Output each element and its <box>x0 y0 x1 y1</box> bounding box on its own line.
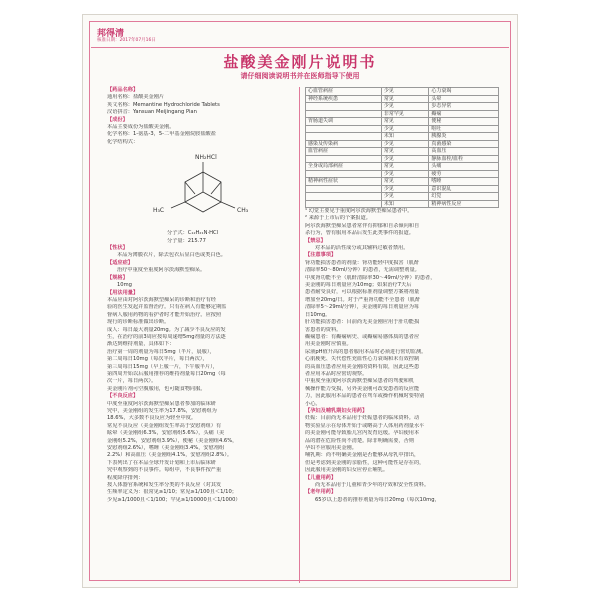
usage-line: 验的医生发起并监督治疗。只有在病人有能够定期监 <box>107 304 227 311</box>
table-cell-system <box>306 155 382 163</box>
table-row <box>306 95 499 103</box>
pregnancy-line: 但是考虑到美金刚的亲脂性，这种可能性是存在的， <box>305 459 425 466</box>
table-cell-event: 真菌感染 <box>429 140 499 148</box>
pregnancy-line: 孕妇不应服用美金刚。 <box>305 445 357 451</box>
pregnancy-line: 妊娠：目前尚无本品用于妊娠患者的临床资料。动 <box>305 415 420 422</box>
structure-label-methyl-right: CH₃ <box>237 207 249 215</box>
section-heading-drug-name: 【药品名称】 <box>107 87 139 93</box>
table-row <box>306 170 499 178</box>
caution-line: 害患者的资料。 <box>305 326 342 333</box>
table-cell-event: 精神病性反应 <box>429 200 499 208</box>
table-cell-freq: 常见 <box>381 148 428 156</box>
caution-line: 患者耐受良好，可以根据标准剂量调整方案将剂量 <box>305 289 420 296</box>
table-cell-system: 神经系统疾患 <box>306 95 382 103</box>
pregnancy-line: 物实验显示在母体开始于或略高于人体用药剂量水平 <box>305 422 425 429</box>
pregnancy-paragraph <box>305 415 499 474</box>
cautions-paragraph <box>305 260 499 408</box>
caution-line: 清除率50～80ml/分钟）的患者，无需调整剂量。 <box>305 267 420 274</box>
table-cell-system: 胃肠道失调 <box>306 118 382 126</box>
table-cell-event: 癫痫 <box>429 110 499 118</box>
section-heading-indications: 【适应症】 <box>107 259 133 266</box>
adverse-line: 究中观察到的不良事件。每组中，不良事件按严重 <box>107 467 222 474</box>
table-row <box>306 155 499 163</box>
table-row <box>306 193 499 201</box>
caution-line: 者应用本品时应密切观察。 <box>305 370 368 377</box>
usage-line: 渐达到维持剂量，具体如下： <box>107 341 175 348</box>
caution-line: 力，因此服用本品的患者在驾车或操作机械时要特别 <box>305 393 425 400</box>
adverse-line: 究中，美金刚组的发生率为17.8%，安慰剂组为 <box>107 408 217 414</box>
instruction-leaflet <box>82 14 518 588</box>
table-cell-system <box>306 125 382 133</box>
name-line: 英文名称：Memantine Hydrochloride Tablets <box>107 101 220 108</box>
table-note-line: 杀行为，曾有服用本品后发生此类事件的报道。 <box>305 230 414 237</box>
column-divider <box>299 87 300 583</box>
adverse-events-table <box>305 87 499 208</box>
adverse-line: 安慰剂组2.6%），嗜睡（美金刚组3.4%，安慰剂组 <box>107 445 225 452</box>
name-line: 通用名称：盐酸美金刚片 <box>107 94 165 101</box>
table-row <box>306 133 499 141</box>
table-cell-event: 便秘 <box>429 118 499 126</box>
table-cell-system <box>306 185 382 193</box>
table-cell-freq: 常见 <box>381 163 428 171</box>
caution-line: 肾功能损害患者的剂量：肾功能轻中度损害（肌酐 <box>305 259 420 266</box>
left-column <box>107 87 295 504</box>
usage-line: 第三周每日15mg（早上服一片，下午服半片）， <box>107 363 218 370</box>
usage-line: 本品应由对阿尔茨海默型痴呆的诊断和治疗有经 <box>107 296 216 303</box>
adverse-line: 金刚组5.2%，安慰剂组3.9%），便秘（美金刚组4.6%， <box>107 437 238 444</box>
document-title: 盐酸美金刚片说明书 <box>223 53 377 71</box>
table-cell-freq: 常见 <box>381 178 428 186</box>
usage-line: 成人：每日最大剂量20mg。为了减少不良反应的发 <box>107 326 226 333</box>
pregnancy-line: 因此服用美金刚的妇女应停止哺乳。 <box>305 467 389 474</box>
table-cell-freq: 少见 <box>381 140 428 148</box>
table-cell-event: 头痛 <box>429 163 499 171</box>
section-heading-pregnancy: 【孕妇及哺乳期妇女用药】 <box>305 407 368 414</box>
table-row <box>306 110 499 118</box>
table-cell-freq: 常见 <box>381 118 428 126</box>
table-cell-event: 意识混乱 <box>429 185 499 193</box>
caution-line: 中度肾功能不全（肌酐清除率30～49ml/分钟）的患者， <box>305 274 436 281</box>
table-cell-system <box>306 200 382 208</box>
brand-logo-text: 邦得清 <box>97 29 125 39</box>
molecular-weight: 分子量：215.77 <box>167 237 206 244</box>
table-cell-freq: 少见 <box>381 103 428 111</box>
table-row <box>306 163 499 171</box>
section-heading-adverse: 【不良反应】 <box>107 393 139 400</box>
table-row <box>306 148 499 156</box>
pregnancy-line: 的美金刚可能导致胎儿宫内发育迟缓。孕妇使用本 <box>305 430 420 437</box>
table-cell-freq: 常见 <box>381 95 428 103</box>
adverse-line: 2.2%）和高血压（美金刚组4.1%，安慰剂组2.8%）。 <box>107 452 233 459</box>
table-row <box>306 88 499 96</box>
caution-line: 用美金刚时应慎重。 <box>305 341 352 348</box>
table-cell-system <box>306 133 382 141</box>
table-cell-freq: 少见 <box>381 125 428 133</box>
usage-line: 美金刚片剂可空腹服用，也可随食物同服。 <box>107 385 206 392</box>
section-heading-properties: 【性状】 <box>107 245 128 252</box>
usage-line: 督病人服用药物的看护者时才能开始治疗。应按照 <box>107 311 222 318</box>
caution-line: 日10mg。 <box>305 311 331 318</box>
table-notes <box>305 208 499 238</box>
table-cell-event: 幻觉 <box>429 193 499 201</box>
table-cell-event: 步态异常 <box>429 103 499 111</box>
ingredients-line: 化学结构式： <box>107 138 139 145</box>
adverse-line: 常见不良反应（美金刚组发生率高于安慰剂组）有 <box>107 422 222 429</box>
adverse-line: 生频率定义为：很常见≥1/10；常见≥1/100且＜1/10； <box>107 489 237 496</box>
spec-text: 10mg <box>117 282 132 289</box>
table-cell-freq: 少见 <box>381 193 428 201</box>
caution-line: 中重度至重度阿尔茨海默型痴呆患者的驾驶和机 <box>305 378 414 385</box>
revision-date: 核准日期：2017年07月16日 <box>97 38 156 43</box>
ingredients-line: 化学名称：1-氨基-3，5-二甲基金刚烷胺盐酸盐 <box>107 131 216 138</box>
usage-line: 第四周开始以后服用推荐的维持剂量每日20mg（每 <box>107 370 226 377</box>
table-cell-freq: 未知 <box>381 133 428 141</box>
usage-line: 现行的诊断标准做出诊断。 <box>107 319 170 326</box>
table-cell-event: 头晕 <box>429 95 499 103</box>
structure-label-methyl-left: H₃C <box>153 207 165 215</box>
table-cell-system: 全身或局部病症 <box>306 163 382 171</box>
section-heading-usage: 【用法用量】 <box>107 289 139 296</box>
ingredients-line: 本品主要成份为盐酸美金刚。 <box>107 124 175 131</box>
children-text: 尚无本品用于儿童和青少年的疗效和安全性资料。 <box>315 482 430 489</box>
caution-line: 心肌梗死、失代偿性充血性心力衰竭和未有效控制 <box>305 356 420 363</box>
pregnancy-line: 品的潜在危险性尚不清楚。除非明确需要，否则 <box>305 437 414 444</box>
adverse-line: 18.6%，大多数不良反应为轻至中度。 <box>107 415 197 422</box>
section-heading-cautions: 【注意事项】 <box>305 252 337 259</box>
adverse-line: 少见≥1/1000且＜1/100；罕见≥1/10000且＜1/1000） <box>107 496 241 503</box>
table-row <box>306 185 499 193</box>
adverse-line: 眩晕（美金刚组6.3%，安慰剂组5.6%），头痛（美 <box>107 430 225 437</box>
section-heading-elderly: 【老年用药】 <box>305 489 337 496</box>
table-cell-event: 呕吐 <box>429 125 499 133</box>
caution-line: 增加至20mg/日。对于严重肾功能不全患者（肌酐 <box>305 296 421 303</box>
table-cell-system <box>306 193 382 201</box>
usage-paragraph <box>107 297 295 393</box>
caution-line: 小心。 <box>305 400 321 407</box>
table-cell-system: 心血管病症 <box>306 88 382 96</box>
indications-text: 治疗中重度至重度阿尔茨海默型痴呆。 <box>117 267 206 274</box>
table-cell-freq: 少见 <box>381 170 428 178</box>
caution-line: 美金刚的每日剂量应为10mg；如果治疗7天后 <box>305 282 412 289</box>
adverse-line: 按人体器官系统和发生率分类的不良反应（对其发 <box>107 482 222 489</box>
properties-text: 本品为薄膜衣片，除去包衣后显白色或类白色。 <box>117 252 226 259</box>
caution-line: 尿液pH值升高的患者服用本品时必须进行密切监测。 <box>305 348 427 355</box>
section-heading-ingredients: 【成份】 <box>107 116 128 123</box>
name-line: 汉语拼音：Yansuan Meijingang Pian <box>107 109 197 116</box>
usage-line: 生，在治疗的前3周应按每周递增5mg剂量的方法逐 <box>107 333 226 340</box>
usage-line: 次一片，每日两次）。 <box>107 378 157 385</box>
caution-line: 械操作能力受损，另外美金刚可改变患者的反应能 <box>305 385 420 392</box>
table-cell-system: 血管病症 <box>306 148 382 156</box>
pregnancy-line: 哺乳期：尚不明确美金刚是否能够从母乳中排出， <box>305 452 420 459</box>
adverse-line: 下表列出了在本品全球开发计划和上市后临床研 <box>107 459 216 466</box>
table-note-line: ² 来源于上市后的个案报道。 <box>305 215 371 222</box>
table-cell-event: 胰腺炎 <box>429 133 499 141</box>
table-row <box>306 103 499 111</box>
table-cell-event: 心力衰竭 <box>429 88 499 96</box>
table-cell-event: 静脉血栓/血栓 <box>429 155 499 163</box>
caution-line: 的高血压患者应用美金刚的资料有限，因此这些患 <box>305 363 420 370</box>
structure-label-amine: NH₂HCl <box>195 154 217 162</box>
adverse-line: 中度至重度阿尔茨海默型痴呆患者参加的临床研 <box>107 400 216 407</box>
document-subtitle: 请仔细阅读说明书并在医师指导下使用 <box>240 72 360 80</box>
molecular-formula: 分子式：C₁₂H₂₁N·HCl <box>167 230 219 237</box>
table-note-line: ¹ 幻觉主要见于重度阿尔茨海默型痴呆患者中。 <box>305 208 413 214</box>
caution-line: 清除率5～29ml/分钟），美金刚的每日剂量应为每 <box>305 304 420 311</box>
table-cell-system <box>306 103 382 111</box>
caution-line: 肝功能损害患者：目前尚无美金刚应用于肝功能损 <box>305 319 420 326</box>
elderly-text: 65岁以上患者的推荐剂量为每日20mg（每次10mg， <box>315 496 440 503</box>
right-column <box>305 87 499 504</box>
section-heading-contraindications: 【禁忌】 <box>305 237 326 244</box>
table-cell-freq: 少见 <box>381 185 428 193</box>
table-row <box>306 125 499 133</box>
table-cell-freq: 未知 <box>381 200 428 208</box>
table-cell-event: 高血压 <box>429 148 499 156</box>
table-cell-event: 嗜睡 <box>429 178 499 186</box>
table-cell-system <box>306 170 382 178</box>
table-cell-freq: 少见 <box>381 88 428 96</box>
table-row <box>306 140 499 148</box>
table-cell-event: 疲劳 <box>429 170 499 178</box>
usage-line: 治疗第一周的剂量为每日5mg（半片，晨服）， <box>107 348 215 355</box>
header-bar <box>91 23 509 48</box>
table-cell-system <box>306 110 382 118</box>
contraindications-text: 对本品的活性成分或其辅料过敏者禁用。 <box>315 245 409 252</box>
usage-line: 第二周每日10mg（每次半片，每日两次）， <box>107 356 208 363</box>
table-cell-system: 精神病性症状 <box>306 178 382 186</box>
adverse-line: 程度降序排列： <box>107 474 144 481</box>
chemical-structure-diagram <box>141 148 261 228</box>
table-row <box>306 200 499 208</box>
table-cell-freq: 非常罕见 <box>381 110 428 118</box>
table-row <box>306 118 499 126</box>
adverse-paragraph <box>107 401 295 505</box>
table-cell-system: 感染及传染病 <box>306 140 382 148</box>
section-heading-spec: 【规格】 <box>107 274 128 281</box>
table-note-line: 阿尔茨海默型痴呆患者常伴有抑郁和自杀倾向和自 <box>305 222 420 229</box>
section-heading-children: 【儿童用药】 <box>305 474 337 481</box>
table-cell-freq: 少见 <box>381 155 428 163</box>
table-row <box>306 178 499 186</box>
caution-line: 癫痫患者：有癫痫病史、或癫痫易感体质的患者应 <box>305 333 420 340</box>
